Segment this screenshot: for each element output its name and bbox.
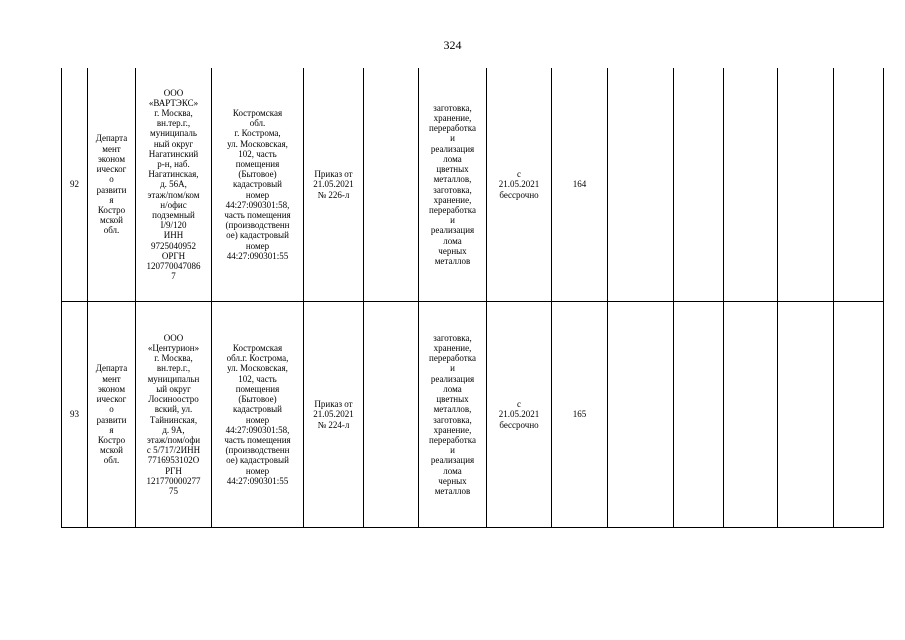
- activity-type-cell: заготовка, хранение, переработка и реализация лома цветных металлов, заготовка, хранение, переработка и реализация лома черных металлов: [419, 68, 487, 302]
- registration-number-cell: 165: [552, 302, 608, 528]
- company-details-cell: ООО «ВАРТЭКС» г. Москва, вн.тер.г., муниципаль ный округ Нагатинский р-н, наб. Нагатинская, д. 56А, этаж/пом/ком н/офис подземный I/9/120 ИНН 9725040952 ОРГН 120770047086 7: [136, 68, 212, 302]
- activity-location-cell: Костромская обл.г. Кострома, ул. Московская, 102, часть помещения (Бытовое) кадастровый номер 44:27:090301:58, часть помещения (производственн ое) кадастровый номер 44:27:090301:55: [212, 302, 304, 528]
- registry-table: [61, 68, 884, 528]
- order-cell: Приказ от 21.05.2021 № 224-л: [304, 302, 364, 528]
- empty-cell: [724, 302, 778, 528]
- empty-cell: [608, 68, 674, 302]
- empty-cell: [674, 302, 724, 528]
- empty-cell: [778, 68, 834, 302]
- empty-cell: [364, 302, 419, 528]
- row-number-cell: 93: [62, 302, 88, 528]
- order-cell: Приказ от 21.05.2021 № 226-л: [304, 68, 364, 302]
- licensing-authority-cell: Департа мент эконом ическог о развити я Костро мской обл.: [88, 68, 136, 302]
- table-row: [62, 68, 884, 302]
- table-row: [62, 302, 884, 528]
- license-term-cell: с 21.05.2021 бессрочно: [487, 302, 552, 528]
- empty-cell: [724, 68, 778, 302]
- activity-type-cell: заготовка, хранение, переработка и реализация лома цветных металлов, заготовка, хранение, переработка и реализация лома черных металлов: [419, 302, 487, 528]
- empty-cell: [834, 302, 884, 528]
- row-number-cell: 92: [62, 68, 88, 302]
- empty-cell: [364, 68, 419, 302]
- empty-cell: [834, 68, 884, 302]
- empty-cell: [608, 302, 674, 528]
- company-details-cell: ООО «Центурион» г. Москва, вн.тер.г., муниципальн ый округ Лосиноостро вский, ул. Тайнинская, д. 9А, этаж/пом/офи с 5/717/2ИНН 7716953102О РГН 121770000277 75: [136, 302, 212, 528]
- license-term-cell: с 21.05.2021 бессрочно: [487, 68, 552, 302]
- page-number: 324: [443, 38, 462, 52]
- activity-location-cell: Костромская обл. г. Кострома, ул. Московская, 102, часть помещения (Бытовое) кадастровый номер 44:27:090301:58, часть помещения (производственн ое) кадастровый номер 44:27:090301:55: [212, 68, 304, 302]
- empty-cell: [778, 302, 834, 528]
- registration-number-cell: 164: [552, 68, 608, 302]
- licensing-authority-cell: Департа мент эконом ическог о развити я Костро мской обл.: [88, 302, 136, 528]
- empty-cell: [674, 68, 724, 302]
